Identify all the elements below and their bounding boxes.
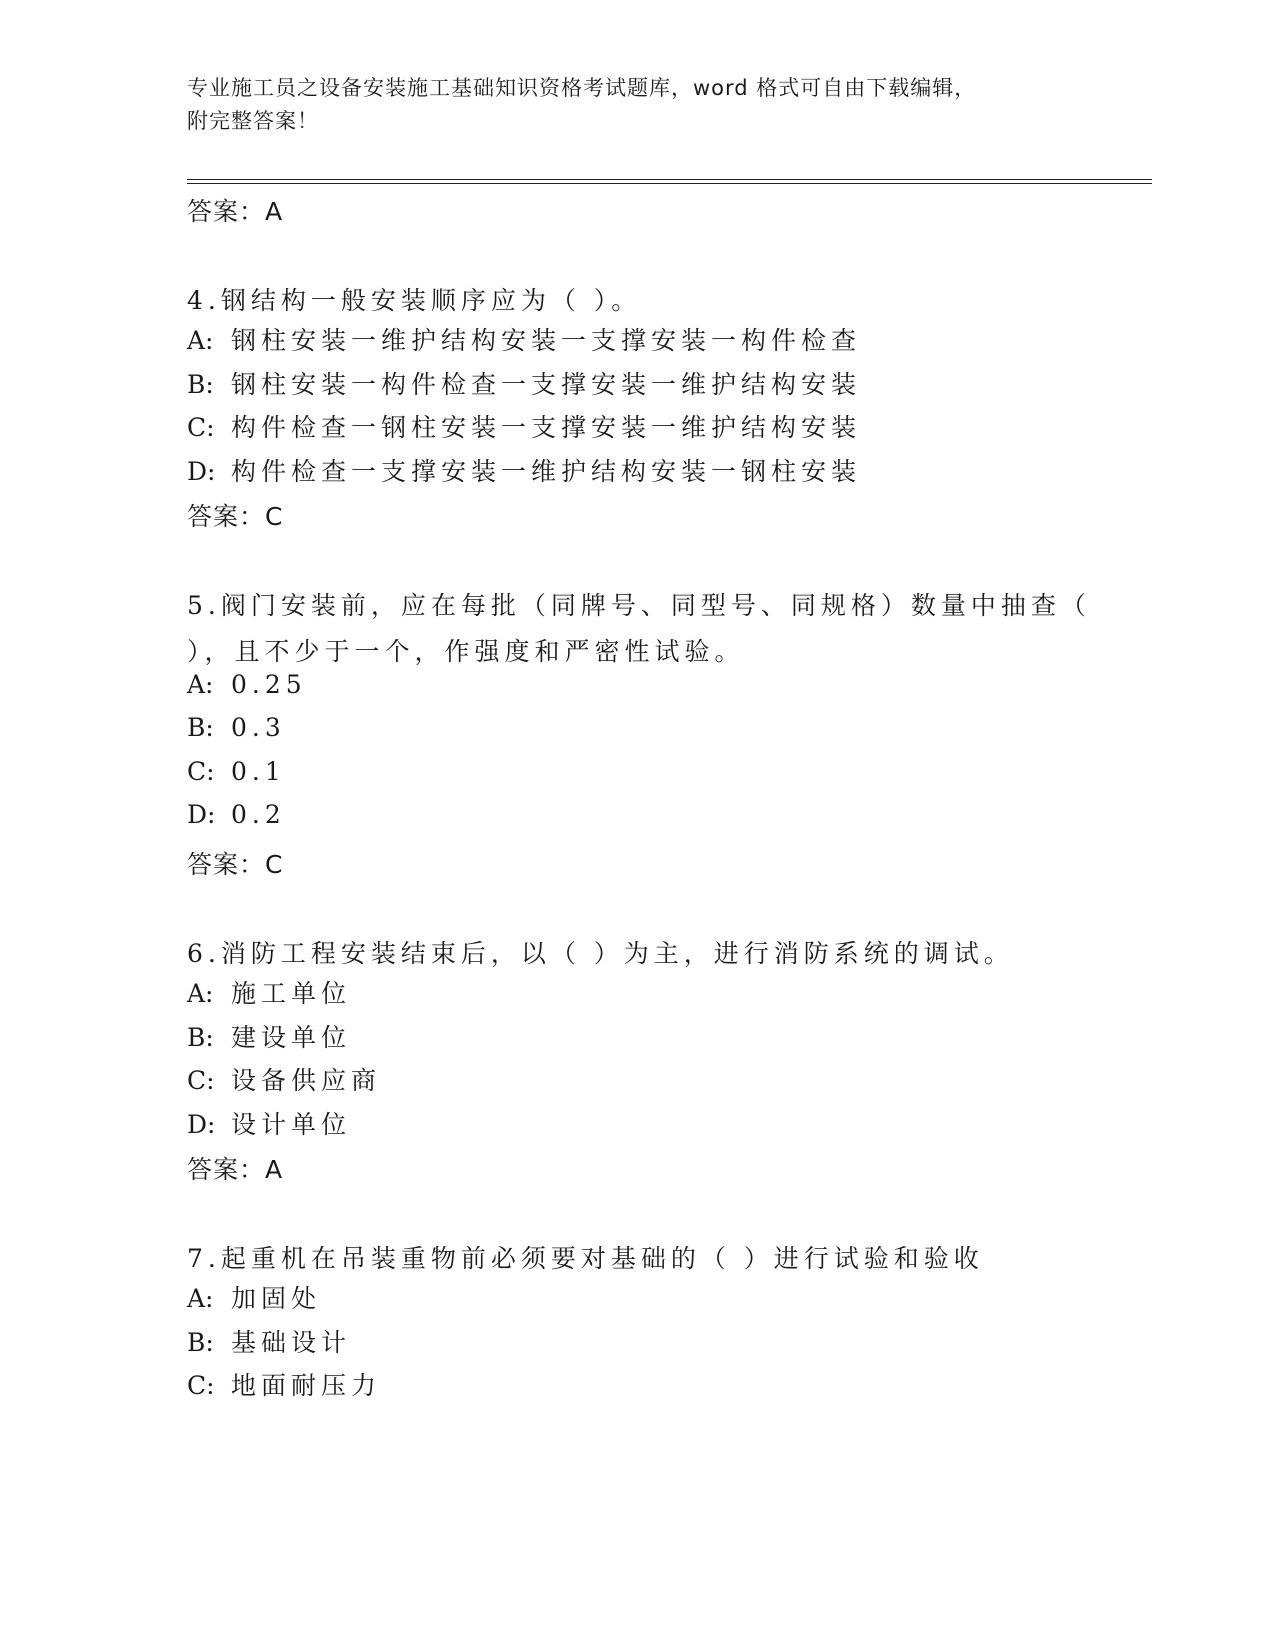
question-6-option-c bbox=[187, 1061, 381, 1097]
option-text: 地面耐压力 bbox=[231, 1371, 382, 1400]
option-key: B: bbox=[187, 1023, 214, 1052]
option-key: B: bbox=[187, 370, 214, 399]
option-key: D: bbox=[187, 457, 216, 486]
option-text: 0.25 bbox=[231, 670, 307, 699]
option-text: 0.2 bbox=[231, 800, 286, 829]
question-5-option-d bbox=[187, 800, 286, 829]
question-6-option-d bbox=[187, 1105, 351, 1141]
question-6-option-b bbox=[187, 1018, 351, 1054]
option-key: A: bbox=[187, 1284, 214, 1313]
question-6-line-1: 6.消防工程安装结束后，以（ ）为主，进行消防系统的调试。 bbox=[187, 939, 1014, 968]
question-4-option-b bbox=[187, 365, 861, 401]
answer-q4: 答案：C bbox=[187, 502, 284, 531]
document-header bbox=[187, 72, 1087, 138]
option-text: 施工单位 bbox=[231, 979, 352, 1008]
option-key: D: bbox=[187, 1110, 216, 1139]
question-4-stem bbox=[187, 278, 1087, 324]
question-5-line-1: 5.阀门安装前，应在每批（同牌号、同型号、同规格）数量中抽查（ bbox=[187, 591, 1091, 620]
header-line-1: 专业施工员之设备安装施工基础知识资格考试题库，word 格式可自由下载编辑， bbox=[187, 76, 977, 100]
question-4-option-c bbox=[187, 408, 861, 444]
answer-q6: 答案：A bbox=[187, 1155, 284, 1184]
option-text: 钢柱安装一维护结构安装一支撑安装一构件检查 bbox=[231, 326, 862, 355]
answer-q3: 答案：A bbox=[187, 197, 284, 226]
option-key: C: bbox=[187, 1066, 215, 1095]
option-text: 基础设计 bbox=[231, 1328, 352, 1357]
question-4-option-a bbox=[187, 321, 861, 357]
question-4-line-1: 4.钢结构一般安装顺序应为（ ）。 bbox=[187, 286, 642, 315]
question-6-stem bbox=[187, 931, 1087, 977]
option-text: 0.3 bbox=[231, 713, 286, 742]
option-text: 0.1 bbox=[231, 757, 286, 786]
question-7-option-c bbox=[187, 1366, 381, 1402]
answer-q5: 答案：C bbox=[187, 850, 284, 879]
option-text: 设计单位 bbox=[231, 1110, 352, 1139]
question-5-option-b bbox=[187, 713, 286, 742]
question-5-option-a bbox=[187, 670, 307, 699]
header-divider-bottom bbox=[187, 183, 1152, 184]
option-key: C: bbox=[187, 413, 215, 442]
question-7-line-1: 7.起重机在吊装重物前必须要对基础的（ ）进行试验和验收 bbox=[187, 1244, 984, 1273]
option-key: C: bbox=[187, 1371, 215, 1400]
question-7-option-b bbox=[187, 1323, 351, 1359]
question-6-option-a bbox=[187, 974, 351, 1010]
header-divider-top bbox=[187, 179, 1152, 180]
question-4-option-d bbox=[187, 452, 861, 488]
question-5-stem bbox=[187, 583, 1091, 674]
option-key: A: bbox=[187, 979, 214, 1008]
question-5-line-2: ），且不少于一个，作强度和严密性试验。 bbox=[187, 636, 745, 666]
header-line-2: 附完整答案！ bbox=[187, 109, 319, 133]
option-text: 钢柱安装一构件检查一支撑安装一维护结构安装 bbox=[231, 370, 862, 399]
option-text: 构件检查一钢柱安装一支撑安装一维护结构安装 bbox=[231, 413, 862, 442]
option-key: A: bbox=[187, 326, 214, 355]
option-key: D: bbox=[187, 800, 216, 829]
option-text: 设备供应商 bbox=[231, 1066, 382, 1095]
option-key: B: bbox=[187, 1328, 214, 1357]
option-text: 构件检查一支撑安装一维护结构安装一钢柱安装 bbox=[231, 457, 862, 486]
option-key: A: bbox=[187, 670, 214, 699]
question-7-stem bbox=[187, 1236, 1087, 1282]
question-5-option-c bbox=[187, 757, 286, 786]
option-text: 加固处 bbox=[231, 1284, 322, 1313]
option-text: 建设单位 bbox=[231, 1023, 352, 1052]
question-7-option-a bbox=[187, 1279, 321, 1315]
option-key: C: bbox=[187, 757, 215, 786]
option-key: B: bbox=[187, 713, 214, 742]
